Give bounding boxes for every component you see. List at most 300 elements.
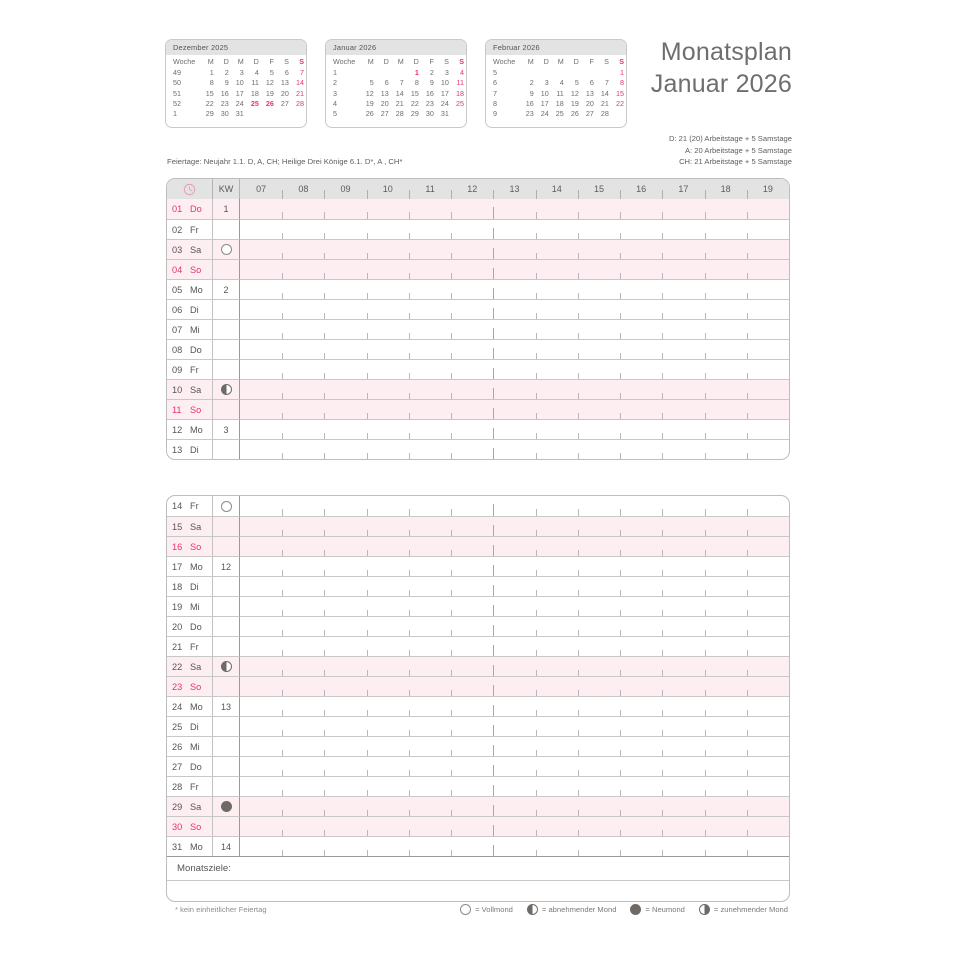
mini-day-cell: 28	[296, 98, 304, 108]
mini-day-cell: 25	[555, 109, 564, 119]
hour-label-18: 18	[720, 184, 731, 194]
mini-day-cell: 5	[574, 78, 579, 88]
hour-tick	[493, 625, 494, 636]
day-cell	[167, 359, 213, 379]
mini-day-cell: 16	[525, 98, 534, 108]
mini-day-cell: 9	[224, 78, 229, 88]
day-number: 14	[172, 501, 183, 511]
hour-tick	[578, 850, 579, 856]
day-number: 25	[172, 721, 183, 732]
table-row[interactable]	[167, 399, 789, 419]
day-time-grid[interactable]	[240, 796, 789, 816]
kw-cell: 3	[213, 419, 240, 439]
day-number: 06	[172, 304, 183, 315]
day-cell	[167, 239, 213, 259]
day-number: 05	[172, 284, 183, 295]
hour-tick	[451, 850, 452, 856]
day-time-grid[interactable]	[240, 439, 789, 459]
day-time-grid[interactable]	[240, 279, 789, 299]
hour-label-12: 12	[467, 184, 478, 194]
table-row[interactable]	[167, 219, 789, 239]
table-row[interactable]	[167, 756, 789, 776]
day-number: 22	[172, 661, 183, 672]
mini-day-cell: 26	[365, 109, 374, 119]
hour-tick	[493, 268, 494, 279]
day-weekday: Mo	[190, 841, 203, 852]
day-time-grid[interactable]	[240, 399, 789, 419]
day-number: 07	[172, 324, 183, 335]
hour-tick	[747, 453, 748, 459]
mini-calendar-title: Februar 2026	[486, 40, 626, 55]
hour-tick	[493, 348, 494, 359]
table-row[interactable]	[167, 576, 789, 596]
mini-day-cell: 8	[620, 78, 624, 88]
mini-week-row	[166, 78, 306, 88]
day-time-grid[interactable]	[240, 259, 789, 279]
day-time-grid[interactable]	[240, 836, 789, 856]
table-row[interactable]	[167, 299, 789, 319]
mini-header-week: Woche	[333, 57, 356, 67]
day-time-grid[interactable]	[240, 776, 789, 796]
table-row[interactable]	[167, 419, 789, 439]
mini-day-cell: 5	[369, 78, 374, 88]
mini-header-day: S	[444, 57, 449, 67]
clock-icon-svg	[183, 183, 196, 196]
day-cell	[167, 596, 213, 616]
mini-day-cell: 6	[589, 78, 594, 88]
mini-day-cell: 24	[235, 98, 244, 108]
table-row[interactable]	[167, 696, 789, 716]
day-weekday: Mo	[190, 424, 203, 435]
mini-day-cell: 30	[425, 109, 434, 119]
mini-day-cell: 22	[410, 98, 419, 108]
hour-tick	[409, 212, 410, 219]
mini-day-cell: 7	[300, 67, 304, 77]
hour-tick	[493, 725, 494, 736]
day-time-grid[interactable]	[240, 756, 789, 776]
mini-day-cell: 10	[440, 78, 449, 88]
hour-tick	[536, 509, 537, 516]
mini-day-cell: 10	[235, 78, 244, 88]
mini-header-day: D	[383, 57, 389, 67]
day-cell	[167, 279, 213, 299]
hour-tick	[367, 850, 368, 856]
monthly-goals-blank-row[interactable]	[167, 880, 789, 901]
planner-table-first-half	[166, 178, 790, 460]
mini-week-row	[166, 67, 306, 77]
table-row[interactable]	[167, 796, 789, 816]
mini-calendars	[165, 39, 627, 128]
day-cell	[167, 516, 213, 536]
day-weekday: Sa	[190, 521, 202, 532]
hour-tick	[493, 785, 494, 796]
day-cell	[167, 419, 213, 439]
day-cell	[167, 259, 213, 279]
hour-tick	[493, 328, 494, 339]
table-row[interactable]	[167, 199, 789, 219]
mini-week-row	[326, 67, 466, 77]
mini-day-cell: 28	[395, 109, 404, 119]
mini-header-day: S	[619, 57, 624, 67]
mini-week-row	[326, 78, 466, 88]
workdays-note: D: 21 (20) Arbeitstage + 5 Samstage	[668, 134, 792, 143]
table-row[interactable]	[167, 656, 789, 676]
mini-day-cell: 20	[380, 98, 389, 108]
hour-tick	[662, 850, 663, 856]
hour-tick	[282, 850, 283, 856]
kw-cell	[213, 576, 240, 596]
day-time-grid[interactable]	[240, 716, 789, 736]
day-weekday: So	[190, 821, 202, 832]
holidays-line: Feiertage: Neujahr 1.1. D, A, CH; Heilige Drei Könige 6.1. D*, A , CH*	[167, 157, 403, 166]
kw-cell: 2	[213, 279, 240, 299]
hour-tick	[578, 453, 579, 459]
mini-day-cell: 10	[540, 88, 549, 98]
day-number: 21	[172, 641, 183, 652]
day-weekday: Mi	[190, 324, 200, 335]
table-row[interactable]	[167, 439, 789, 459]
day-time-grid[interactable]	[240, 576, 789, 596]
day-weekday: Di	[190, 444, 199, 455]
hour-tick	[493, 448, 494, 459]
hour-tick	[493, 845, 494, 856]
mini-day-cell: 14	[296, 78, 304, 88]
table-row[interactable]	[167, 616, 789, 636]
day-number: 20	[172, 621, 183, 632]
hour-tick	[409, 850, 410, 856]
day-time-grid[interactable]	[240, 616, 789, 636]
mini-day-cell: 16	[220, 88, 229, 98]
mini-day-cell: 27	[585, 109, 594, 119]
hour-label-14: 14	[551, 184, 562, 194]
mini-calendar-title: Januar 2026	[326, 40, 466, 55]
kw-cell	[213, 439, 240, 459]
mini-day-cell: 3	[239, 67, 244, 77]
hour-tick	[324, 212, 325, 219]
table-row[interactable]	[167, 379, 789, 399]
mini-day-cell: 23	[220, 98, 229, 108]
mini-day-cell: 7	[399, 78, 404, 88]
day-weekday: Di	[190, 581, 199, 592]
day-cell	[167, 319, 213, 339]
table-row[interactable]	[167, 676, 789, 696]
table-row[interactable]	[167, 776, 789, 796]
day-time-grid[interactable]	[240, 379, 789, 399]
mini-day-cell: 8	[414, 78, 419, 88]
page-title	[651, 36, 792, 100]
mini-day-cell	[261, 109, 276, 119]
mini-week-row	[326, 99, 466, 109]
day-cell	[167, 756, 213, 776]
mini-day-cell: 27	[280, 98, 289, 108]
workdays-note: A: 20 Arbeitstage + 5 Samstage	[684, 145, 792, 155]
mini-week-number: 7	[493, 88, 497, 98]
day-number: 28	[172, 781, 183, 792]
table-row[interactable]	[167, 816, 789, 836]
mini-day-cell: 13	[380, 88, 389, 98]
hour-tick	[536, 850, 537, 856]
day-weekday: So	[190, 404, 202, 415]
day-weekday: Di	[190, 721, 199, 732]
day-cell	[167, 556, 213, 576]
mini-week-row	[326, 109, 466, 119]
kw-cell	[213, 616, 240, 636]
hour-tick	[705, 509, 706, 516]
hour-tick	[493, 645, 494, 656]
day-weekday: Mi	[190, 601, 200, 612]
day-time-grid[interactable]	[240, 419, 789, 439]
mini-day-cell: 2	[224, 67, 229, 77]
moon-waxing-icon	[699, 904, 710, 915]
mini-day-cell: 16	[425, 88, 434, 98]
day-weekday: Do	[190, 761, 202, 772]
monthly-goals-row[interactable]	[167, 856, 789, 880]
hour-tick	[493, 665, 494, 676]
day-time-grid[interactable]	[240, 496, 789, 516]
day-time-grid[interactable]	[240, 199, 789, 219]
mini-day-cell: 25	[456, 98, 464, 108]
mini-day-cell: 28	[600, 109, 609, 119]
day-time-grid[interactable]	[240, 636, 789, 656]
table-row[interactable]	[167, 636, 789, 656]
day-number: 17	[172, 561, 183, 572]
mini-header-day: F	[429, 57, 434, 67]
mini-week-number: 3	[333, 88, 337, 98]
mini-day-cell: 26	[570, 109, 579, 119]
mini-week-number: 9	[493, 109, 497, 119]
hour-tick	[536, 453, 537, 459]
table-row[interactable]	[167, 516, 789, 536]
hour-tick	[367, 509, 368, 516]
hour-tick	[367, 453, 368, 459]
table-row[interactable]	[167, 836, 789, 856]
mini-day-cell: 4	[254, 67, 259, 77]
day-weekday: Fr	[190, 781, 199, 792]
day-cell	[167, 816, 213, 836]
mini-day-cell: 3	[544, 78, 549, 88]
table-row[interactable]	[167, 556, 789, 576]
kw-cell	[213, 796, 240, 816]
mini-day-cell: 2	[529, 78, 534, 88]
hour-tick	[493, 288, 494, 299]
kw-cell	[213, 676, 240, 696]
mini-calendar-title: Dezember 2025	[166, 40, 306, 55]
kw-cell	[213, 379, 240, 399]
mini-week-row	[166, 109, 306, 119]
day-number: 31	[172, 841, 183, 852]
moon-waning-icon	[221, 384, 232, 395]
mini-day-cell	[451, 109, 466, 119]
mini-day-cell: 29	[410, 109, 419, 119]
day-cell	[167, 716, 213, 736]
day-time-grid[interactable]	[240, 556, 789, 576]
table-row[interactable]	[167, 239, 789, 259]
day-time-grid[interactable]	[240, 816, 789, 836]
day-cell	[167, 796, 213, 816]
hour-tick	[578, 190, 579, 199]
day-time-grid[interactable]	[240, 696, 789, 716]
table-row[interactable]	[167, 359, 789, 379]
table-row[interactable]	[167, 339, 789, 359]
mini-day-cell: 2	[429, 67, 434, 77]
day-time-grid[interactable]	[240, 319, 789, 339]
legend-item	[699, 904, 788, 915]
kw-cell	[213, 596, 240, 616]
legend-item	[527, 904, 617, 915]
mini-day-cell: 29	[205, 109, 214, 119]
mini-day-cell: 7	[604, 78, 609, 88]
day-weekday: Fr	[190, 224, 199, 235]
hour-tick	[493, 504, 494, 516]
mini-week-number: 1	[333, 67, 337, 77]
day-weekday: Sa	[190, 384, 202, 395]
kw-cell	[213, 536, 240, 556]
table-row[interactable]	[167, 496, 789, 516]
hour-tick	[493, 825, 494, 836]
mini-day-cell: 31	[235, 109, 244, 119]
mini-day-cell	[566, 67, 581, 77]
hour-tick	[493, 207, 494, 219]
hour-tick	[747, 509, 748, 516]
mini-day-cell: 15	[410, 88, 419, 98]
mini-day-cell: 3	[444, 67, 449, 77]
mini-header-day: M	[557, 57, 564, 67]
day-time-grid[interactable]	[240, 239, 789, 259]
hour-tick	[324, 453, 325, 459]
day-time-grid[interactable]	[240, 339, 789, 359]
mini-day-cell: 11	[556, 88, 564, 98]
hour-tick	[493, 248, 494, 259]
mini-day-cell: 1	[620, 67, 624, 77]
kw-cell	[213, 219, 240, 239]
day-time-grid[interactable]	[240, 359, 789, 379]
mini-day-cell: 15	[616, 88, 624, 98]
table-row[interactable]	[167, 319, 789, 339]
day-cell	[167, 536, 213, 556]
day-number: 01	[172, 204, 183, 214]
hour-tick	[493, 368, 494, 379]
kw-cell	[213, 756, 240, 776]
hour-tick	[324, 850, 325, 856]
table-row[interactable]	[167, 736, 789, 756]
hour-tick	[451, 212, 452, 219]
day-number: 29	[172, 801, 183, 812]
day-time-grid[interactable]	[240, 219, 789, 239]
mini-day-cell: 1	[209, 67, 214, 77]
moon-legend	[460, 904, 788, 915]
hour-tick	[493, 308, 494, 319]
hour-tick	[620, 212, 621, 219]
day-weekday: Fr	[190, 641, 199, 652]
mini-day-cell	[521, 67, 536, 77]
mini-day-cell: 15	[205, 88, 214, 98]
mini-header-day: M	[527, 57, 534, 67]
mini-day-cell: 17	[540, 98, 549, 108]
hour-label-10: 10	[382, 184, 393, 194]
day-time-grid[interactable]	[240, 516, 789, 536]
mini-day-cell	[391, 67, 406, 77]
day-cell	[167, 496, 213, 516]
day-time-grid[interactable]	[240, 736, 789, 756]
mini-week-row	[486, 109, 626, 119]
table-row[interactable]	[167, 279, 789, 299]
hour-label-13: 13	[509, 184, 520, 194]
kw-cell	[213, 816, 240, 836]
table-row[interactable]	[167, 259, 789, 279]
day-time-grid[interactable]	[240, 656, 789, 676]
day-weekday: Do	[190, 204, 202, 214]
hour-tick	[705, 850, 706, 856]
hour-label-19: 19	[762, 184, 773, 194]
hour-tick	[493, 408, 494, 419]
table-row[interactable]	[167, 716, 789, 736]
day-cell	[167, 636, 213, 656]
hour-label-07: 07	[256, 184, 267, 194]
table-row[interactable]	[167, 536, 789, 556]
mini-header-day: D	[413, 57, 419, 67]
mini-week-number: 50	[173, 78, 181, 88]
day-number: 27	[172, 761, 183, 772]
day-weekday: Sa	[190, 244, 202, 255]
mini-header-day: F	[589, 57, 594, 67]
table-row[interactable]	[167, 596, 789, 616]
hour-tick	[493, 565, 494, 576]
day-number: 02	[172, 224, 183, 235]
legend-label: = Neumond	[645, 905, 685, 914]
day-number: 08	[172, 344, 183, 355]
mini-day-cell: 19	[265, 88, 274, 98]
mini-week-row	[326, 88, 466, 98]
moon-waning-icon	[221, 661, 232, 672]
kw-cell	[213, 299, 240, 319]
mini-week-number: 8	[493, 98, 497, 108]
day-time-grid[interactable]	[240, 299, 789, 319]
mini-day-cell: 20	[280, 88, 289, 98]
kw-cell	[213, 736, 240, 756]
mini-day-cell: 12	[570, 88, 579, 98]
mini-day-cell: 22	[205, 98, 214, 108]
kw-cell	[213, 496, 240, 516]
kw-cell: 1	[213, 199, 240, 219]
mini-week-row	[486, 99, 626, 109]
mini-day-cell: 26	[265, 98, 274, 108]
day-number: 09	[172, 364, 183, 375]
day-time-grid[interactable]	[240, 536, 789, 556]
mini-day-cell: 20	[585, 98, 594, 108]
hour-tick	[493, 525, 494, 536]
mini-week-number: 4	[333, 98, 337, 108]
day-time-grid[interactable]	[240, 596, 789, 616]
mini-week-row	[486, 78, 626, 88]
day-number: 18	[172, 581, 183, 592]
hour-tick	[409, 453, 410, 459]
mini-week-row	[486, 88, 626, 98]
hour-tick	[493, 228, 494, 239]
day-cell	[167, 219, 213, 239]
mini-day-cell: 25	[250, 98, 259, 108]
kw-cell	[213, 716, 240, 736]
mini-header-day: S	[299, 57, 304, 67]
mini-calendar-0	[165, 39, 307, 128]
mini-day-cell: 1	[414, 67, 419, 77]
mini-week-row	[166, 88, 306, 98]
kw-cell	[213, 239, 240, 259]
day-time-grid[interactable]	[240, 676, 789, 696]
day-weekday: Mo	[190, 701, 203, 712]
hour-tick	[578, 509, 579, 516]
mini-day-cell: 8	[209, 78, 214, 88]
mini-header-day: M	[237, 57, 244, 67]
